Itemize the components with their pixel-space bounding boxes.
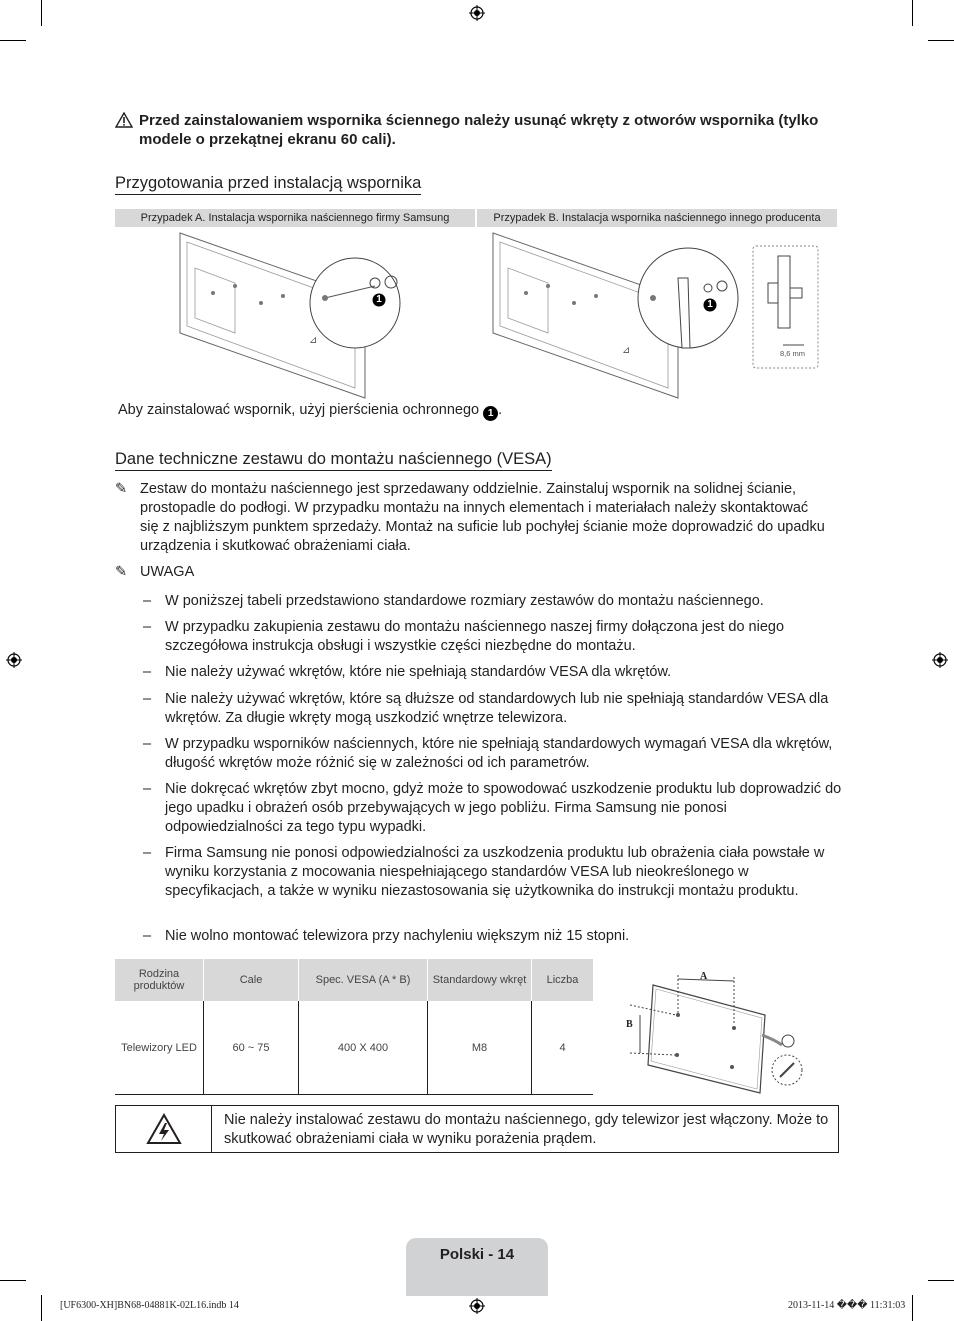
diagram-label-b: B — [626, 1019, 633, 1030]
registration-mark-icon — [469, 5, 485, 21]
table-header: Standardowy wkręt — [428, 959, 532, 1001]
caption-text: Aby zainstalować wspornik, użyj pierścienia ochronnego — [118, 402, 480, 418]
table-header: Spec. VESA (A * B) — [299, 959, 428, 1001]
crop-mark — [0, 1280, 26, 1281]
footer-file-info: [UF6300-XH]BN68-04881K-02L16.indb 14 — [60, 1300, 239, 1311]
svg-text:⊿: ⊿ — [309, 335, 318, 346]
callout-1-label: 1 — [376, 294, 382, 305]
footer-date: 2013-11-14 ��� 11:31:03 — [788, 1300, 906, 1311]
page-number-tab — [406, 1238, 548, 1296]
caption-end: . — [498, 402, 503, 418]
pencil-note-icon: ✎ — [115, 481, 128, 497]
case-a-header: Przypadek A. Instalacja wspornika naściennego firmy Samsung — [115, 209, 475, 227]
table-header: Liczba — [532, 959, 594, 1001]
svg-text:⊿: ⊿ — [622, 345, 631, 356]
table-header: Rodzina produktów — [115, 959, 204, 1001]
crop-mark — [41, 1295, 42, 1321]
section-heading-vesa: Dane techniczne zestawu do montażu naściennego (VESA) — [115, 449, 552, 471]
crop-mark — [928, 1280, 954, 1281]
registration-mark-icon — [469, 1298, 485, 1314]
table-cell: 60 ~ 75 — [204, 1001, 299, 1095]
callout-1-label: 1 — [707, 299, 713, 310]
diagram-label-a: A — [700, 971, 708, 982]
crop-mark — [0, 40, 26, 41]
case-b-header: Przypadek B. Instalacja wspornika naściennego innego producenta — [477, 209, 837, 227]
electric-shock-warning-text: Nie należy instalować zestawu do montażu naściennego, gdy telewizor jest włączony. Może to skutkować obrażeniami ciała w wyniku porażenia prądem. — [224, 1112, 829, 1147]
warning-triangle-icon — [115, 112, 133, 128]
crop-mark — [928, 40, 954, 41]
electric-shock-warning — [115, 1105, 839, 1153]
pencil-note-icon: ✎ — [115, 564, 128, 580]
case-b-illustration — [488, 228, 828, 403]
note-1 — [115, 480, 825, 560]
warning-icon-cell — [116, 1106, 212, 1152]
dimension-label: 8,6 mm — [780, 349, 806, 358]
registration-mark-icon — [932, 652, 948, 668]
case-a-illustration — [175, 228, 425, 403]
crop-mark — [912, 0, 913, 26]
table-header: Cale — [204, 959, 299, 1001]
vesa-diagram — [620, 965, 815, 1095]
crop-mark — [41, 0, 42, 26]
table-cell: Telewizory LED — [115, 1001, 204, 1095]
registration-mark-icon — [6, 652, 22, 668]
table-cell: M8 — [428, 1001, 532, 1095]
note-1-text: Zestaw do montażu naściennego jest sprzedawany oddzielnie. Zainstaluj wspornik na solidnej ścianie, prostopadle do podłogi. W przypadku montażu na innych elementach i materiałach należy skontaktować się z najbliższym punktem sprzedaży. Montaż na suficie lub pochyłej ścianie może doprowadzić do upadku urządzenia i skutkować obrażeniami ciała. — [140, 481, 825, 554]
note-2 — [115, 563, 825, 583]
table-cell: 4 — [532, 1001, 594, 1095]
note-2-text: UWAGA — [140, 564, 195, 580]
caption-marker-icon: 1 — [483, 406, 498, 421]
section-heading-preparation: Przygotowania przed instalacją wspornika — [115, 173, 421, 195]
electric-hazard-icon — [146, 1113, 182, 1145]
table-row — [115, 1001, 593, 1095]
top-warning-text: Przed zainstalowaniem wspornika ściennego należy usunąć wkręty z otworów wspornika (tylko modele o przekątnej ekranu 60 cali). — [139, 112, 819, 148]
page-number: Polski - 14 — [439, 1246, 515, 1263]
vesa-spec-table — [115, 959, 593, 1095]
illustration-caption — [118, 401, 502, 421]
crop-mark — [912, 1295, 913, 1321]
table-cell: 400 X 400 — [299, 1001, 428, 1095]
table-header-row — [115, 959, 593, 1001]
